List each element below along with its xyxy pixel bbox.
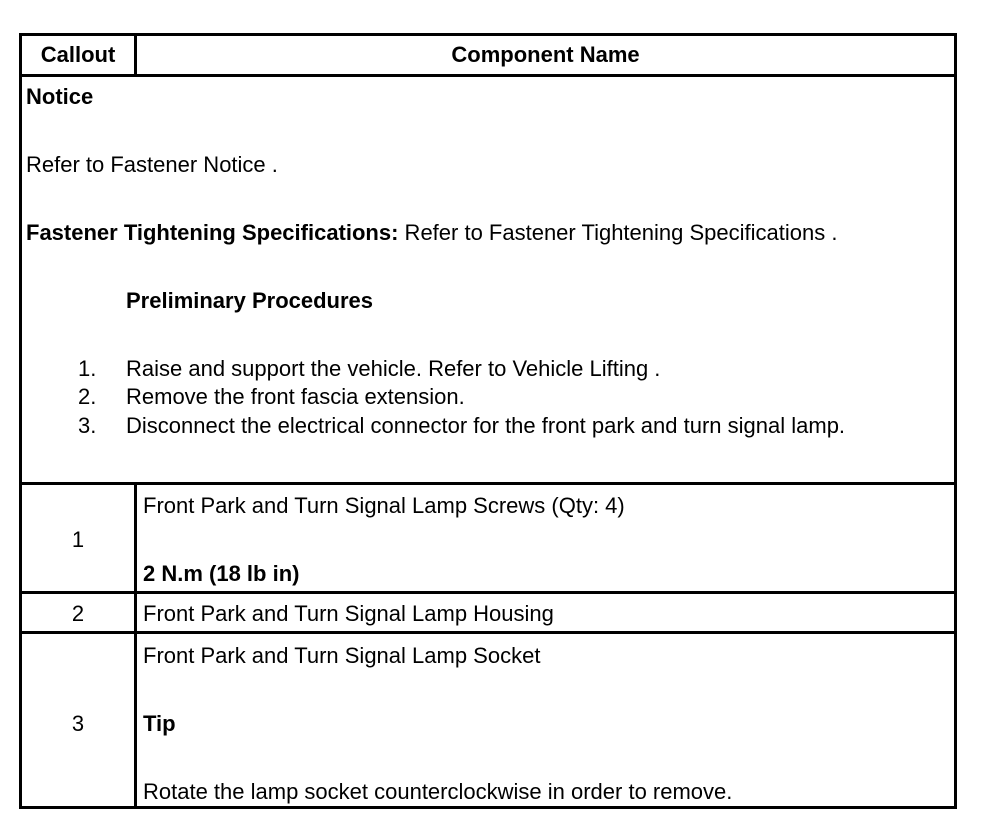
step-number: 3. <box>78 413 97 438</box>
step-number: 1. <box>78 356 97 381</box>
components-table <box>19 33 957 809</box>
step-text: Disconnect the electrical connector for the front park and turn signal lamp. <box>126 413 846 438</box>
row-tip-text: Rotate the lamp socket counterclockwise in order to remove. <box>143 779 733 804</box>
fastener-spec-line <box>26 220 837 246</box>
row-callout: 1 <box>71 527 85 552</box>
fastener-spec-label: Fastener Tightening Specifications: <box>26 220 399 245</box>
notice-text: Refer to Fastener Notice . <box>26 152 278 177</box>
row-callout: 3 <box>71 711 85 736</box>
header-callout: Callout <box>40 42 116 67</box>
notice-title: Notice <box>26 84 94 109</box>
notice-bottom-rule <box>22 482 954 485</box>
row-component-name: Front Park and Turn Signal Lamp Housing <box>143 601 554 626</box>
header-component-name: Component Name <box>451 42 640 67</box>
step-number: 2. <box>78 384 97 409</box>
row-callout: 2 <box>71 601 85 626</box>
row-component-name: Front Park and Turn Signal Lamp Socket <box>143 643 541 668</box>
preliminary-title: Preliminary Procedures <box>126 288 374 313</box>
row-torque-spec: 2 N.m (18 lb in) <box>143 561 300 586</box>
row1-bottom-rule <box>22 591 954 594</box>
row2-bottom-rule <box>22 631 954 634</box>
fastener-spec-text: Refer to Fastener Tightening Specifications . <box>398 220 838 245</box>
row-component-name: Front Park and Turn Signal Lamp Screws (Qty: 4) <box>143 493 625 518</box>
header-bottom-rule <box>22 74 954 77</box>
step-text: Remove the front fascia extension. <box>126 384 465 409</box>
rows-column-divider <box>134 484 137 806</box>
step-text: Raise and support the vehicle. Refer to Vehicle Lifting . <box>126 356 661 381</box>
row-tip-title: Tip <box>143 711 176 736</box>
